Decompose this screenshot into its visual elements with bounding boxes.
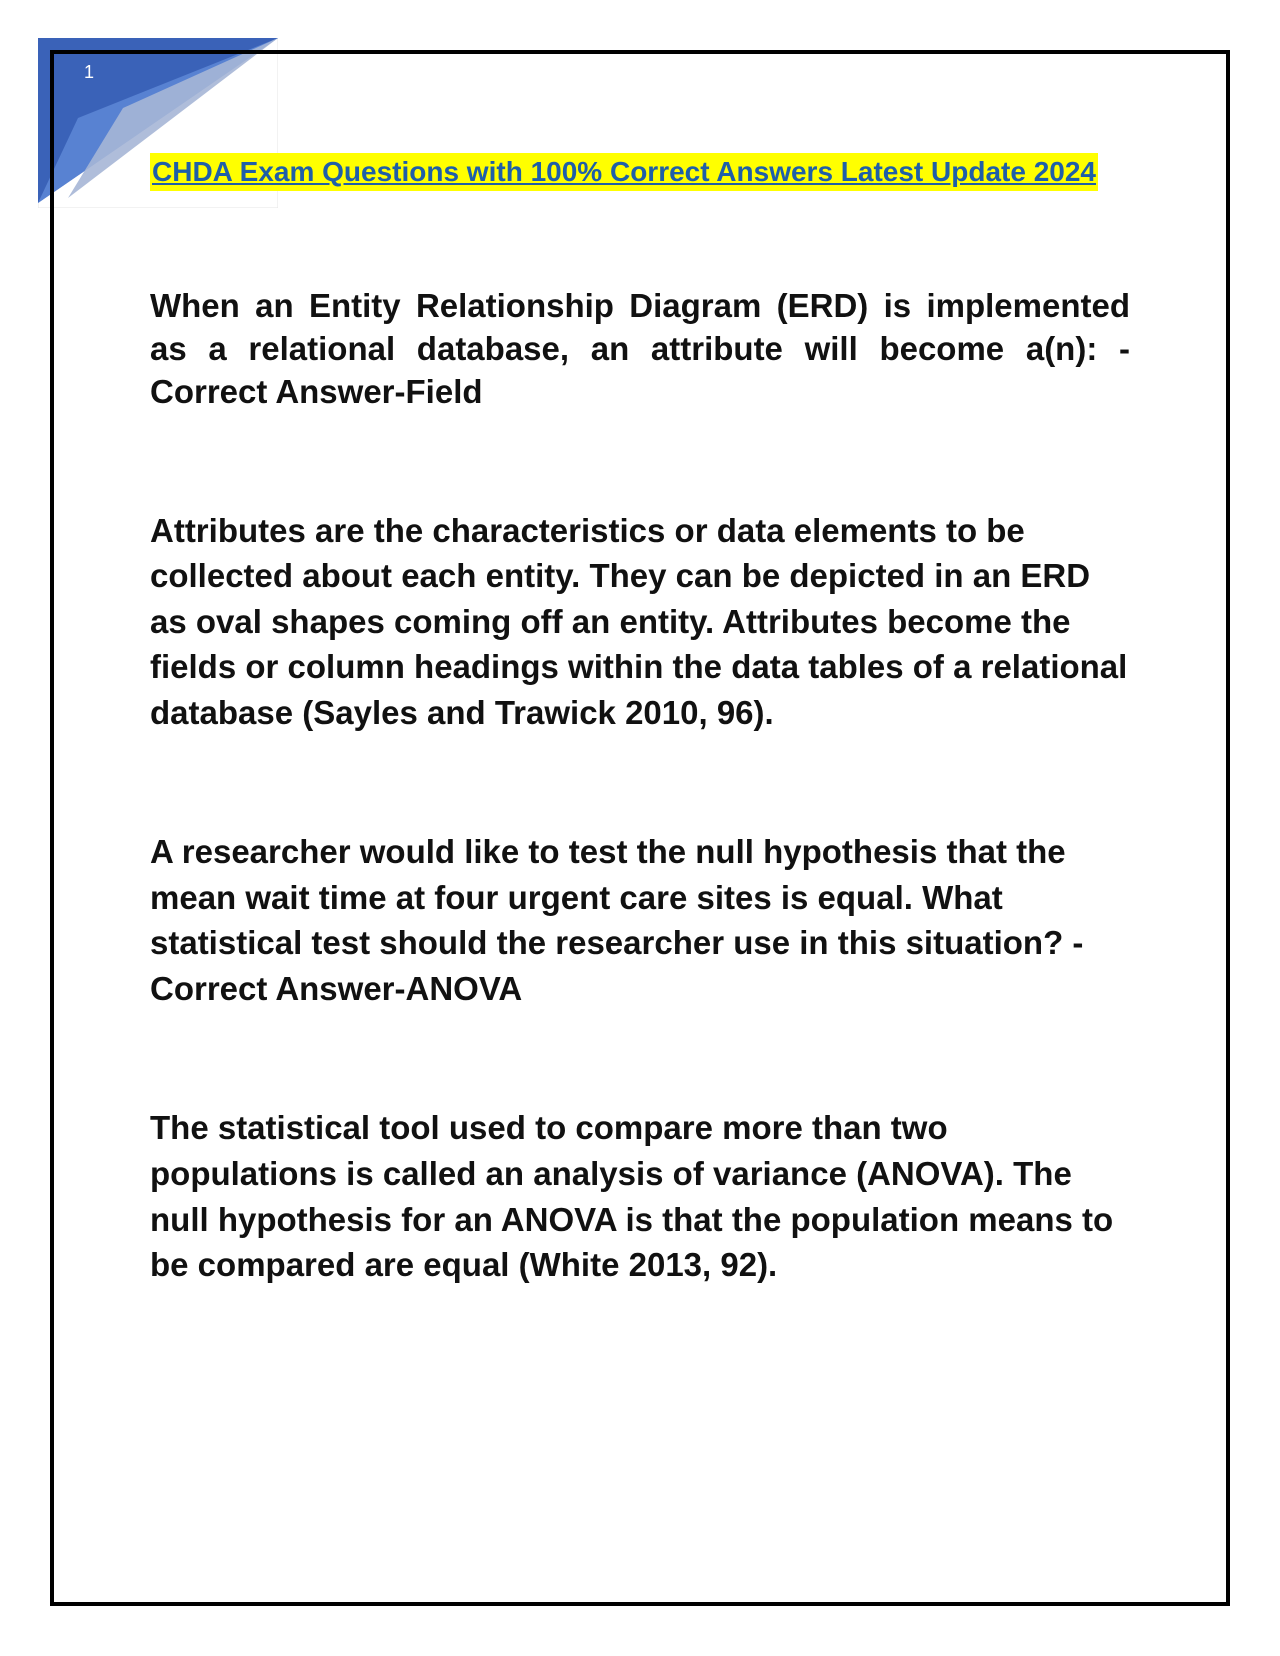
explanation-1: Attributes are the characteristics or data elements to be collected about each entity. They can be depicted in an ERD as oval shapes coming off an entity. Attributes become the fields or column headings within the data tables of a relational database (Sayles and Trawick 2010, 96). [150, 511, 1128, 731]
document-title-link[interactable]: CHDA Exam Questions with 100% Correct Answers Latest Update 2024 [150, 153, 1098, 191]
question-2: A researcher would like to test the null hypothesis that the mean wait time at four urgent care sites is equal. What statistical test should the researcher use in this situation? - Correct Answer-ANOVA [150, 833, 1084, 1007]
explanation-2: The statistical tool used to compare more than two populations is called an analysis of variance (ANOVA). The null hypothesis for an ANOVA is that the population means to be compared are equal (White 2013, 92). [150, 1109, 1114, 1284]
page-number: 1 [84, 62, 95, 82]
document-body [150, 285, 1130, 1288]
question-1: When an Entity Relationship Diagram (ERD) is implemented as a relational database, an attribute will become a(n): - Correct Answer-Field [150, 287, 1130, 410]
